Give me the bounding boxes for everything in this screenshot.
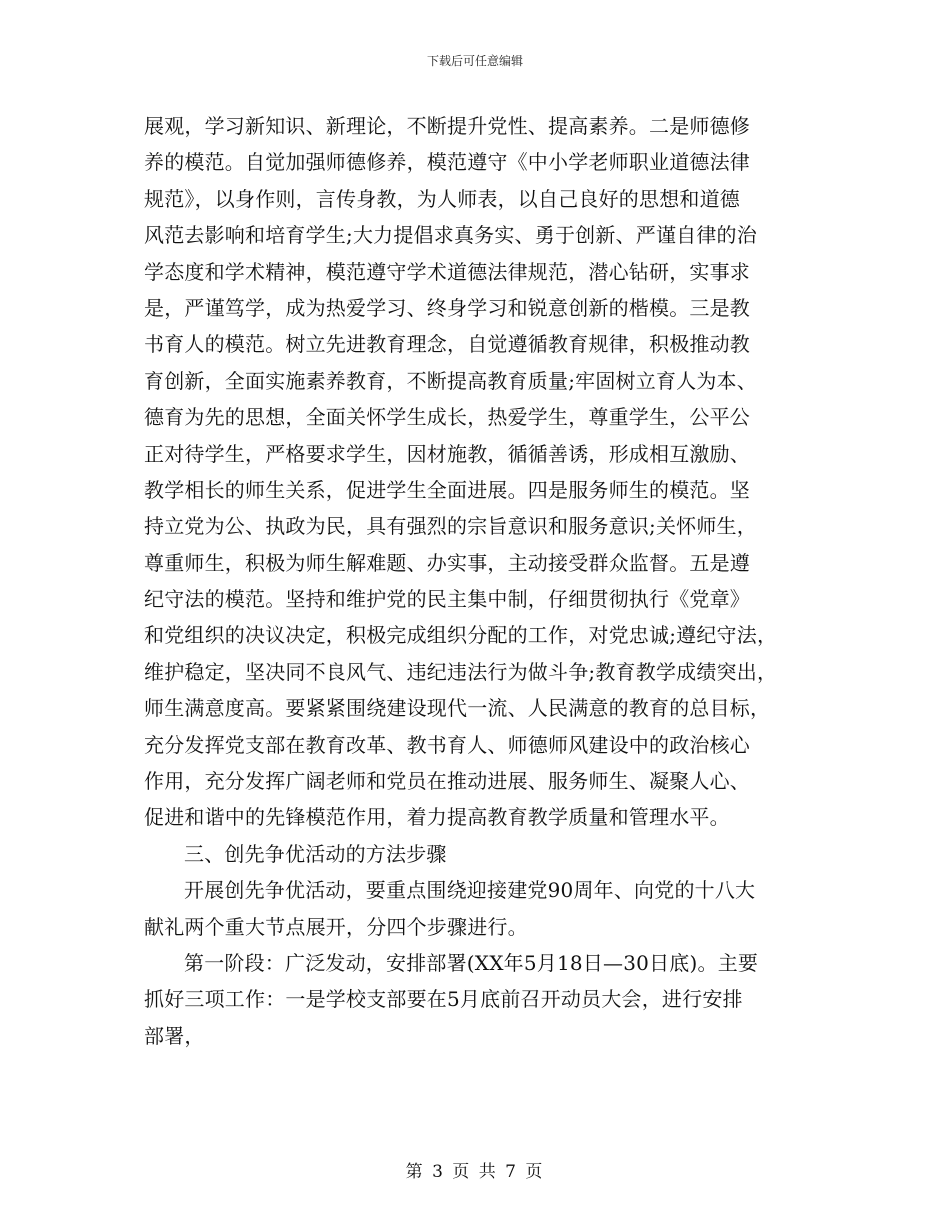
page-header: 下载后可任意编辑 bbox=[426, 54, 523, 68]
text-line: 育创新，全面实施素养教育，不断提高教育质量;牢固树立育人为本、 bbox=[144, 368, 757, 393]
text-line: 尊重师生，积极为师生解难题、办实事，主动接受群众监督。五是遵 bbox=[144, 550, 750, 575]
text-line: 第一阶段：广泛发动，安排部署(XX年5月18日—30日底)。主要 bbox=[184, 950, 759, 975]
text-line: 纪守法的模范。坚持和维护党的民主集中制，仔细贯彻执行《党章》 bbox=[144, 587, 750, 612]
text-line: 规范》，以身作则，言传身教，为人师表，以自己良好的思想和道德 bbox=[144, 186, 740, 211]
text-line: 开展创先争优活动，要重点围绕迎接建党90周年、向党的十八大 bbox=[184, 878, 756, 903]
page-footer: 第 3 页 共 7 页 bbox=[405, 1162, 545, 1182]
text-line: 展观，学习新知识、新理论，不断提升党性、提高素养。二是师德修 bbox=[144, 114, 750, 138]
text-line: 学态度和学术精神，模范遵守学术道德法律规范，潜心钻研，实事求 bbox=[144, 259, 750, 284]
text-line: 和党组织的决议决定，积极完成组织分配的工作，对党忠诚;遵纪守法， bbox=[144, 623, 778, 648]
text-line: 风范去影响和培育学生;大力提倡求真务实、勇于创新、严谨自律的治 bbox=[144, 223, 757, 248]
text-line: 抓好三项工作：一是学校支部要在5月底前召开动员大会，进行安排 bbox=[144, 987, 743, 1012]
text-line: 教学相长的师生关系，促进学生全面进展。四是服务师生的模范。坚 bbox=[144, 477, 750, 502]
text-line: 维护稳定，坚决同不良风气、违纪违法行为做斗争;教育教学成绩突出， bbox=[144, 659, 778, 684]
text-line: 养的模范。自觉加强师德修养，模范遵守《中小学老师职业道德法律 bbox=[144, 150, 750, 175]
text-line: 充分发挥党支部在教育改革、教书育人、师德师风建设中的政治核心 bbox=[144, 732, 750, 757]
section-heading: 三、创先争优活动的方法步骤 bbox=[184, 841, 447, 866]
text-line: 部署， bbox=[144, 1023, 205, 1048]
text-line: 作用，充分发挥广阔老师和党员在推动进展、服务师生、凝聚人心、 bbox=[144, 769, 750, 794]
text-line: 促进和谐中的先锋模范作用，着力提高教育教学质量和管理水平。 bbox=[144, 805, 730, 830]
text-line: 持立党为公、执政为民，具有强烈的宗旨意识和服务意识;关怀师生， bbox=[144, 514, 757, 539]
text-line: 师生满意度高。要紧紧围绕建设现代一流、人民满意的教育的总目标， bbox=[144, 696, 771, 721]
text-line: 是，严谨笃学，成为热爱学习、终身学习和锐意创新的楷模。三是教 bbox=[144, 295, 750, 320]
text-line: 正对待学生，严格要求学生，因材施教，循循善诱，形成相互激励、 bbox=[144, 441, 750, 466]
document-body bbox=[144, 108, 844, 1054]
text-line: 德育为先的思想，全面关怀学生成长，热爱学生，尊重学生，公平公 bbox=[144, 405, 750, 430]
text-line: 献礼两个重大节点展开，分四个步骤进行。 bbox=[144, 914, 528, 939]
text-line: 书育人的模范。树立先进教育理念，自觉遵循教育规律，积极推动教 bbox=[144, 332, 750, 357]
